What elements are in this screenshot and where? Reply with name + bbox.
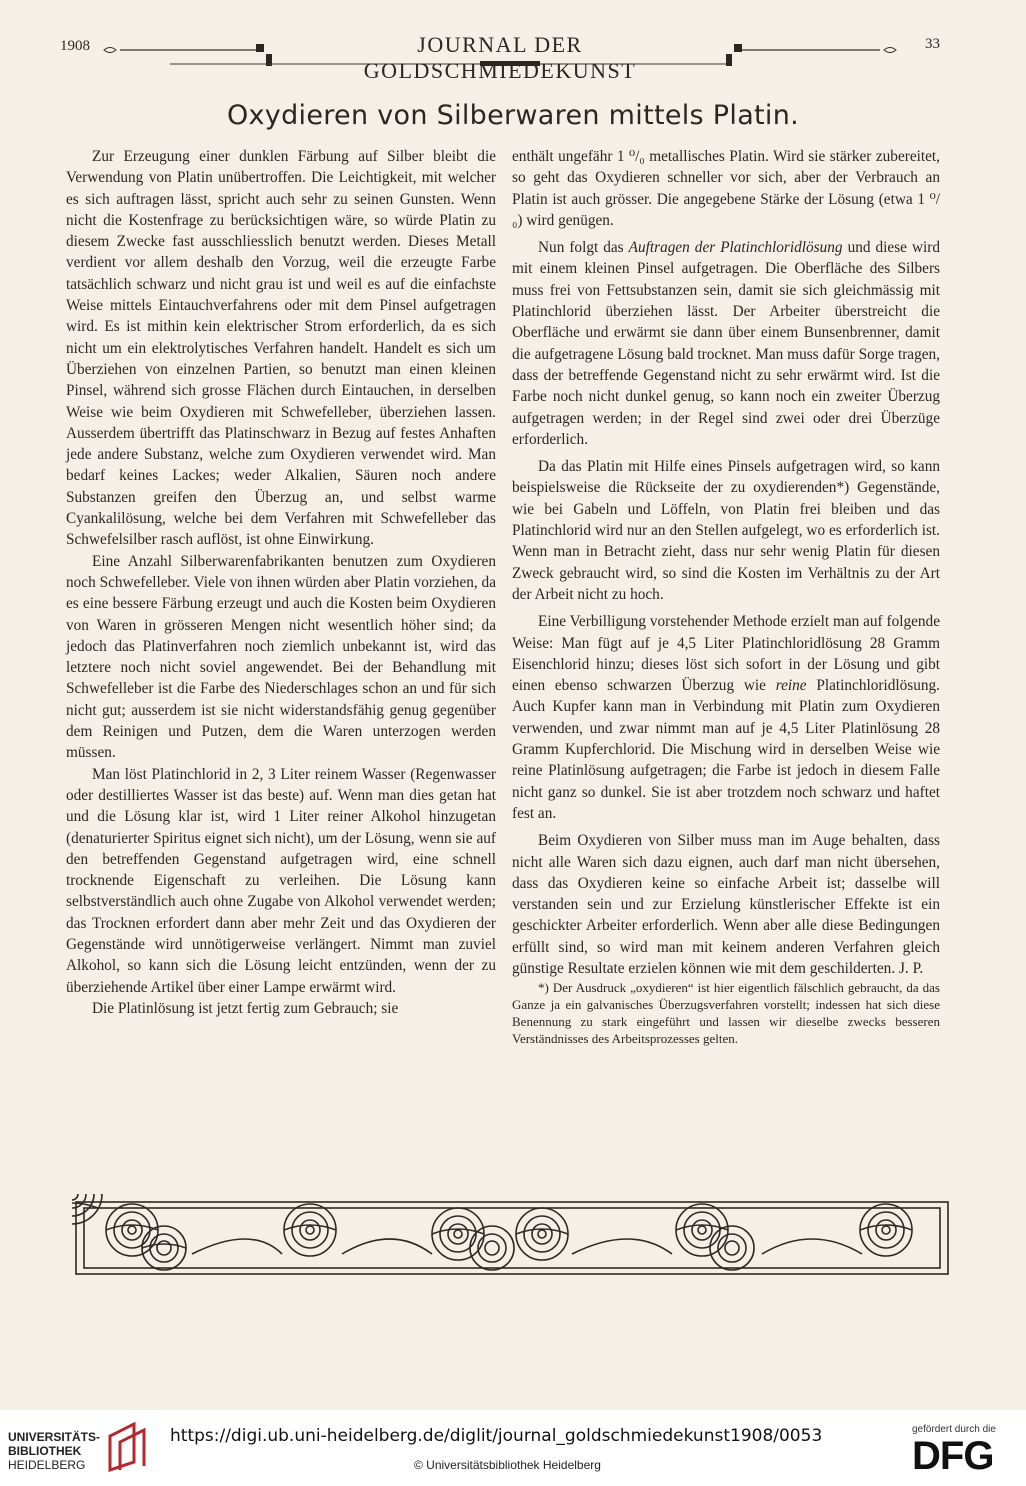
header-year: 1908 [60,38,90,54]
article-title: Oxydieren von Silberwaren mittels Platin. [226,100,800,131]
library-line: BIBLIOTHEK [8,1444,82,1458]
paragraph: Die Platinlösung ist jetzt fertig zum Gebrauch; sie [92,999,399,1017]
text-run: Platinchloridlösung. Auch Kupfer kann man in Verbindung mit Platin zum Oxydieren verwenden, und zwar nimmt man auf je 4,5 Liter Platinlösung 28 Gramm Kupferchlorid. Die Mischung wird in derselben Weise wie reine Platinlösung aufgetragen; die Farbe ist jedoch in diesem Falle nicht ganz so dunkel. Sie ist aber trotzdem noch schwarz und haftet fest an. [512,677,940,822]
digitization-footer [0,1410,1026,1486]
right-column [512,146,940,1047]
source-url-link[interactable]: https://digi.ub.uni-heidelberg.de/diglit/journal_goldschmiedekunst1908/0053 [170,1426,823,1446]
library-line: UNIVERSITÄTS- [8,1430,101,1444]
running-head [60,30,940,83]
dfg-logo: DFG [912,1434,994,1478]
copyright-notice: © Universitätsbibliothek Heidelberg [414,1458,601,1472]
paragraph [512,237,940,450]
paragraph [512,830,940,979]
text-run: Beim Oxydieren von Silber muss man im Auge behalten, dass nicht alle Waren sich dazu eignen, auch darf man nicht übersehen, dass das Oxydieren keine so einfache Arbeit ist; dasselbe will verstanden sein und zur Erzielung künstlerischer Effekte ist ein geschickter Arbeiter erforderlich. Wenn aber alle diese Bedingungen erfüllt sind, so wird man mit keinem anderen Verfahren gleich günstige Resultate erzielen können wie mit dem geschilderten. [512,832,940,977]
library-line: HEIDELBERG [8,1458,86,1472]
paragraph: Man löst Platinchlorid in 2, 3 Liter reinem Wasser (Regenwasser oder destilliertes Wasser ist das beste) auf. Wenn man dies getan hat und die Lösung klar ist, wird 1 Liter reiner Alkohol hinzugetan (denaturierter Spiritus eignet sich nicht), um der Lösung, wenn sie auf den betreffenden Gegenstand aufgetragen wird, eine schnell trocknende Eigenschaft zu verleihen. Die Lösung kann selbstverständlich auch ohne Zugabe von Alkohol verwendet werden; das Trocknen erfordert dann aber mehr Zeit und das Oxydieren der Gegenstände wird unnötigerweise verlängert. Nimmt man zuviel Alkohol, so kann sich die Lösung leicht entzünden, wenn der zu überziehende Artikel über einer Lampe erwärmt wird. [66,765,496,996]
funding-note: gefördert durch die [912,1424,996,1435]
left-column [66,146,496,1019]
paragraph: Eine Anzahl Silberwarenfabrikanten benutzen zum Oxydieren noch Schwefelleber. Viele von ihnen würden aber Platin vorziehen, da es eine bessere Färbung erzeugt und auch die Kosten beim Oxydieren von Waren in grösseren Mengen nicht wesentlich höher sind; da jedoch das Platinverfahren noch ziemlich unbekannt ist, wird das letztere noch nicht soviel angewendet. Bei der Behandlung mit Schwefelleber ist die Farbe des Niederschlages schon an und für sich nicht gut; ausserdem ist sie nicht widerstandsfähig genug gegenüber dem Reinigen und Putzen, dem die Waren unterzogen werden müssen. [66,552,496,762]
text-run: Nun folgt das [538,239,629,257]
emphasis: reine [775,677,807,695]
journal-title: JOURNAL DER GOLDSCHMIEDEKUNST [363,32,637,83]
library-name [8,1430,100,1472]
page-number: 33 [925,36,940,52]
text-run: Eine Verbilligung vorstehender Methode erzielt man auf folgende Weise: Man fügt auf je 4,5 Liter Platinchloridlösung 28 Gramm Eisenchlorid hinzu; dieses löst sich sofort in der Lösung und gibt einen ebenso schwarzen Überzug wie [512,613,940,695]
emphasis: Auftragen der Platinchloridlösung [628,239,843,257]
footnote: *) Der Ausdruck „oxydieren“ ist hier eigentlich fälschlich gebraucht, da das Ganze ja ein galvanisches Überzugsverfahren vorstellt; indessen hat sich diese Benennung zu stark eingeführt und lassen wir dieselbe zwecks besseren Verständnisses des Arbeitsprozesses gelten. [512,980,940,1047]
paragraph: Zur Erzeugung einer dunklen Färbung auf Silber bleibt die Verwendung von Platin unübertroffen. Die Leichtigkeit, mit welcher es sich auftragen lässt, spricht auch sehr zu seinen Gunsten. Wenn nicht die Kostenfrage zu berücksichtigen wäre, so würde Platin zu diesem Zwecke fast ausschliesslich benutzt werden. Dieses Metall verdient vor allem deshalb den Vorzug, weil die erzeugte Farbe tatsächlich schwarz und nicht grau ist und weil es auf die einfachste Weise mittels Eintauchverfahrens oder mit dem Pinsel aufgetragen wird. Es ist mithin kein elektrischer Strom erforderlich, da es sich nicht um ein elektrolytisches Verfahren handelt. Handelt es sich um Überziehen von einzelnen Partien, so benutzt man einen kleinen Pinsel, während sich grosse Flächen durch Eintauchen, in derselben Weise wie beim Oxydieren mit Schwefelleber, überziehen lassen. Ausserdem übertrifft das Platinschwarz in Bezug auf festes Anhaften jede andere Substanz, welche zum Oxydieren verwendet wird. Man bedarf keines Lackes; weder Alkalien, Säuren noch andere Substanzen greifen den Überzug an, und selbst warme Cyankalilösung, welche bei dem Verfahren mit Schwefelleber das Schwefelsilber rasch auflöst, ist ohne Einwirkung. [66,148,496,549]
rose-ornament-border [72,1194,952,1282]
author-signature: J. P. [898,959,924,977]
library-logo-icon [104,1422,150,1472]
text-run: und diese wird mit einem kleinen Pinsel aufgetragen. Die Oberfläche des Silbers muss frei von Fettsubstanzen sein, damit sie sich gleichmässig mit Platinchlorid überziehen lässt. Der Arbeiter überstreicht die Oberfläche und erwärmt sie dann über einem Bunsenbrenner, damit die aufgetragene Lösung bald trocknet. Man muss dafür Sorge tragen, dass der betreffende Gegenstand nicht zu sehr erwärmt wird. Ist die Farbe noch nicht dunkel genug, so kann noch ein zweiter Überzug aufgetragen werden; in der Regel sind zwei oder drei Überzüge erforderlich. [512,239,940,448]
paragraph [512,611,940,824]
paragraph: Da das Platin mit Hilfe eines Pinsels aufgetragen wird, so kann beispielsweise die Rückseite der zu oxydierenden*) Gegenstände, wie bei Gabeln und Löffeln, von Platin frei bleiben und das Platinchlorid wird nur an den Stellen aufgelegt, wo es erforderlich ist. Wenn man in Betracht zieht, dass nur sehr wenig Platin für diesen Zweck gebraucht wird, so sind die Kosten im Verhältnis zu der Art der Arbeit nicht zu hoch. [512,458,940,603]
paragraph: enthält ungefähr 1 ⁰/₀ metallisches Platin. Wird sie stärker zubereitet, so geht das Oxydieren schneller vor sich, aber der Verbrauch an Platin ist auch grösser. Die angegebene Stärke der Lösung (etwa 1 ⁰/₀) wird genügen. [512,148,940,229]
